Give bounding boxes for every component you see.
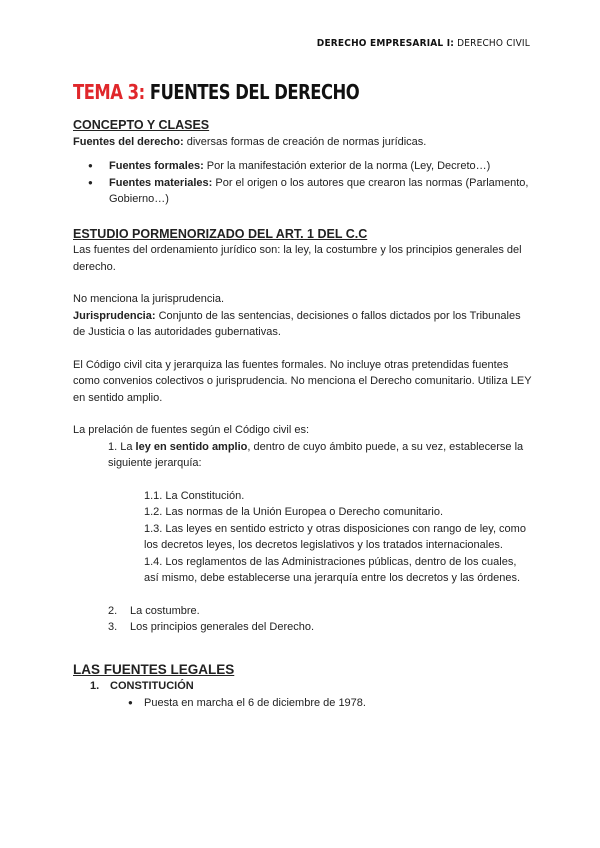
subheading-constitucion — [73, 678, 533, 695]
list-item — [73, 158, 533, 175]
paragraph: La prelación de fuentes según el Código civil es: — [73, 424, 310, 436]
list-item-term: Fuentes materiales: — [109, 176, 213, 189]
sub-item: 1.1. La Constitución. — [144, 489, 245, 502]
list-item-text: Por el origen o los autores que crearon las normas (Parlamento, Gobierno…) — [109, 176, 529, 205]
paragraph: No menciona la jurisprudencia. — [73, 293, 225, 305]
title-topic: TEMA 3: — [73, 80, 145, 104]
item-term: ley en sentido amplio — [135, 440, 248, 453]
item-number: 3. — [108, 621, 118, 633]
list-item-text: Por la manifestación exterior de la norma (Ley, Decreto…) — [203, 160, 491, 172]
sources-list — [73, 158, 533, 208]
jurisprudence-definition — [73, 308, 533, 341]
item-text: , dentro de cuyo ámbito puede, a su vez, establecerse la siguiente jerarquía: — [108, 440, 524, 469]
subheading-text: CONSTITUCIÓN — [110, 680, 194, 692]
sub-item: 1.2. Las normas de la Unión Europea o Derecho comunitario. — [144, 506, 444, 518]
jurisprudence-term: Jurisprudencia: — [73, 309, 156, 322]
paragraph: El Código civil cita y jerarquiza las fuentes formales. No incluye otras pretendidas fuentes como convenios colectivos o jurisprudencia. No menciona el Derecho comunitario. Utiliza LEY en sentido amplio. — [73, 358, 532, 404]
jurisprudence-text: Conjunto de las sentencias, decisiones o fallos dictados por los Tribunales de Justicia o las autoridades gubernativas. — [73, 309, 521, 338]
definition-term: Fuentes del derecho: — [73, 135, 184, 148]
item-text: Los principios generales del Derecho. — [130, 621, 315, 633]
list-item-term: Fuentes formales: — [109, 160, 204, 172]
list-item: ● Puesta en marcha el 6 de diciembre de 1978. — [73, 695, 533, 712]
definition-text: diversas formas de creación de normas jurídicas. — [183, 135, 427, 148]
document-body — [73, 117, 533, 711]
sub-item: 1.4. Los reglamentos de las Administraciones públicas, dentro de los cuales, así mismo, debe establecerse una jerarquía entre los decretos y las órdenes. — [144, 555, 521, 584]
section-heading-fuentes-legales: LAS FUENTES LEGALES — [73, 661, 235, 677]
header-course: DERECHO EMPRESARIAL I: — [316, 38, 455, 49]
item-number: 2. — [108, 604, 118, 617]
title-text: FUENTES DEL DERECHO — [144, 80, 360, 104]
page-title — [73, 80, 359, 104]
section-heading-concepto: CONCEPTO Y CLASES — [73, 118, 210, 132]
paragraph: Las fuentes del ordenamiento jurídico son: la ley, la costumbre y los principios generales del derecho. — [73, 244, 522, 273]
list-item — [73, 175, 533, 208]
subheading-number: 1. — [90, 680, 100, 692]
running-header — [317, 38, 530, 49]
hierarchy-item-2 — [73, 603, 533, 620]
hierarchy-item-3 — [73, 619, 533, 636]
item-text: La costumbre. — [130, 604, 200, 617]
section-heading-estudio: ESTUDIO PORMENORIZADO DEL ART. 1 DEL C.C — [73, 226, 368, 241]
sub-item: 1.3. Las leyes en sentido estricto y otras disposiciones con rango de ley, como los decretos leyes, los decretos legislativos y los tratados internacionales. — [144, 522, 526, 551]
header-subject: DERECHO CIVIL — [454, 38, 530, 49]
item-prefix: 1. La — [108, 440, 136, 453]
definition — [73, 134, 533, 151]
hierarchy-item-1 — [73, 439, 533, 472]
